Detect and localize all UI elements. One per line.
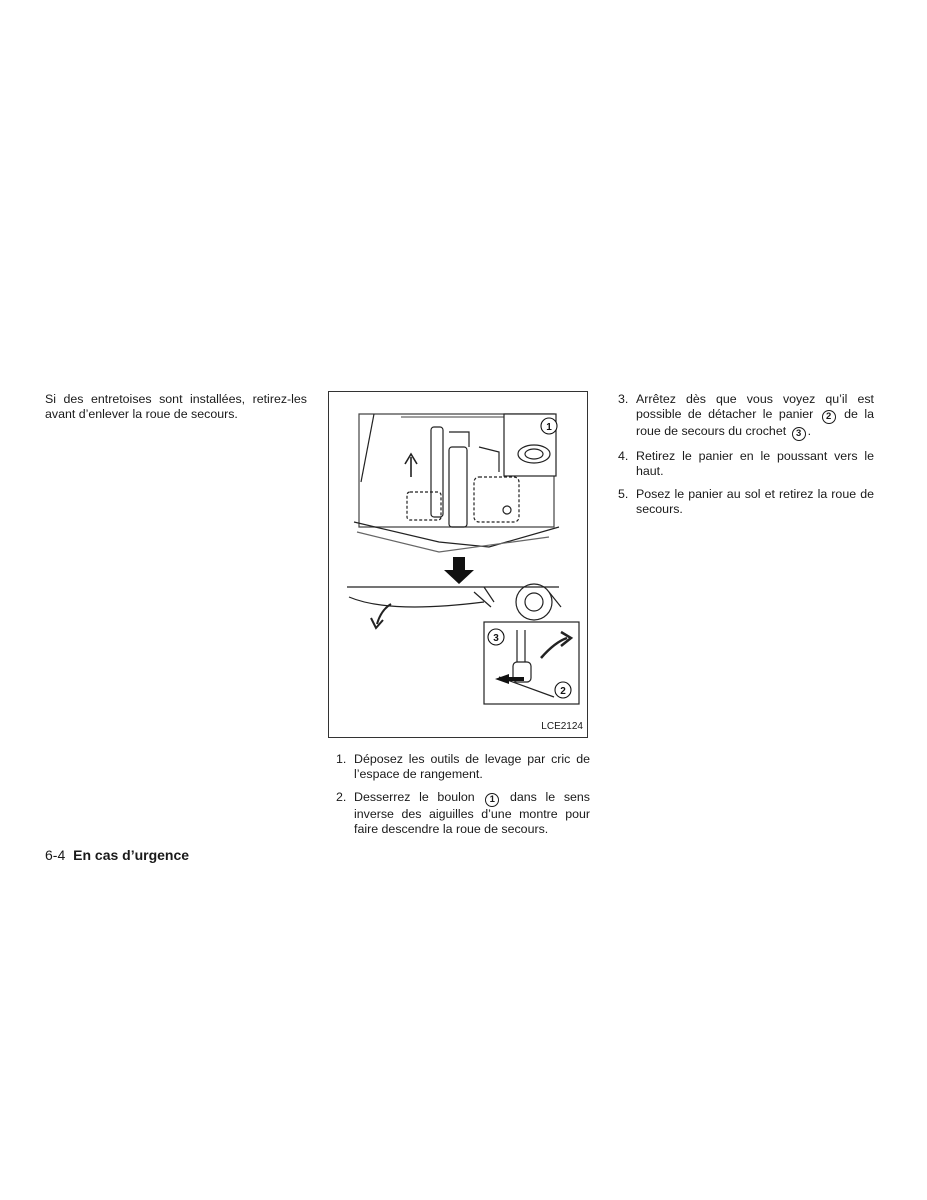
left-column (45, 392, 307, 422)
step-number: 5. (618, 487, 629, 501)
middle-column (328, 391, 590, 845)
step-text: Arrêtez dès que vous voyez qu’il est possible de détacher le panier (636, 392, 874, 421)
step-text: Déposez les outils de levage par cric de l’espace de rangement. (354, 752, 590, 781)
step-text: . (807, 424, 812, 438)
step-text: Desserrez le boulon (354, 790, 475, 804)
step-number: 1. (336, 752, 347, 766)
list-item (618, 487, 874, 517)
spare-tire-illustration (328, 391, 588, 738)
figure-code: LCE2124 (541, 721, 583, 732)
illustration-drawing (329, 392, 587, 737)
list-item (336, 790, 590, 837)
callout-ref: 2 (822, 410, 836, 424)
list-item (618, 392, 874, 441)
list-item (618, 449, 874, 479)
callout-label: 1 (546, 422, 552, 433)
steps-list-right (618, 392, 874, 517)
section-title: En cas d’urgence (73, 847, 190, 863)
intro-paragraph: Si des entretoises sont installées, retirez-les avant d’enlever la roue de secours. (45, 392, 307, 421)
callout-label: 2 (560, 686, 566, 697)
step-number: 4. (618, 449, 629, 463)
page-footer (45, 848, 189, 863)
step-text: Retirez le panier en le poussant vers le haut. (636, 449, 874, 478)
page-number: 6-4 (45, 847, 66, 863)
steps-list-left (328, 752, 590, 837)
step-text: Posez le panier au sol et retirez la roue de secours. (636, 487, 874, 516)
callout-ref: 1 (485, 793, 499, 807)
callout-ref: 3 (792, 427, 806, 441)
step-text: dans le sens inverse des aiguilles d’une montre pour faire descendre la roue de secours. (354, 790, 590, 836)
step-text: de la roue de secours du crochet (636, 407, 874, 438)
step-number: 2. (336, 790, 347, 804)
right-column (618, 392, 874, 525)
list-item (336, 752, 590, 782)
step-number: 3. (618, 392, 629, 406)
callout-label: 3 (493, 633, 499, 644)
